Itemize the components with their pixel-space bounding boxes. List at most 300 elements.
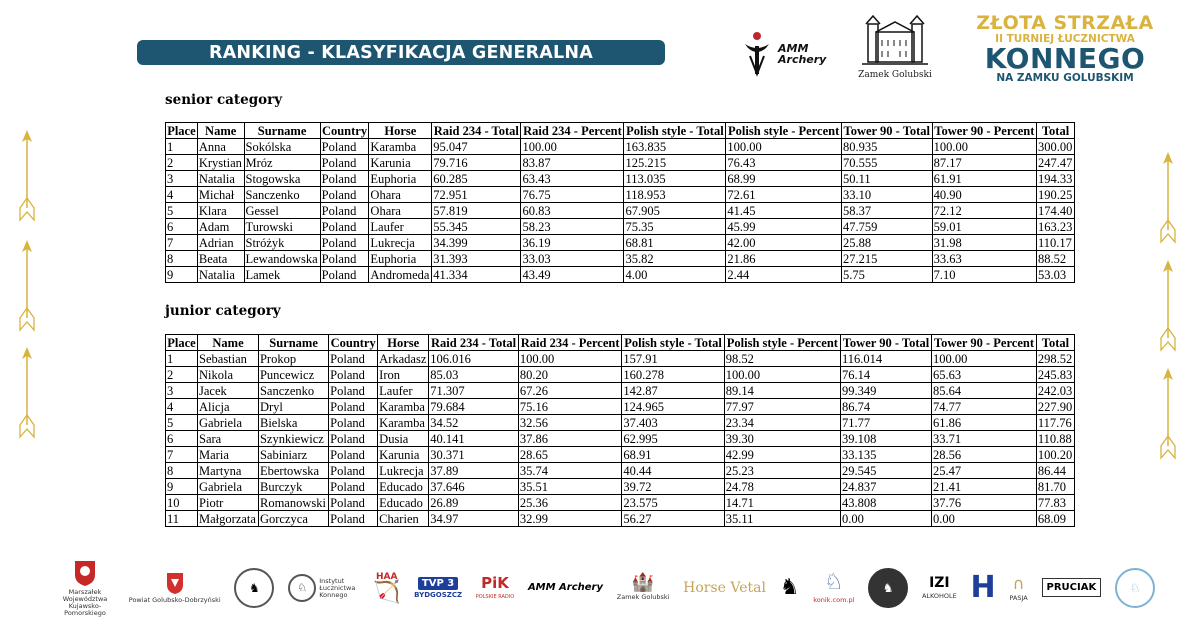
- table-cell: Gabriela: [198, 479, 259, 495]
- table-cell: 68.09: [1036, 511, 1074, 527]
- table-cell: 67.26: [518, 383, 622, 399]
- table-cell: 58.37: [841, 203, 932, 219]
- senior-category-title: senior category: [165, 92, 283, 108]
- table-cell: 106.016: [429, 351, 519, 367]
- table-cell: 98.52: [724, 351, 840, 367]
- table-row: [166, 267, 1075, 283]
- table-cell: 174.40: [1037, 203, 1075, 219]
- table-cell: Dusia: [378, 431, 429, 447]
- table-cell: 35.74: [518, 463, 622, 479]
- table-cell: Sebastian: [198, 351, 259, 367]
- table-cell: Sara: [198, 431, 259, 447]
- table-cell: 56.27: [622, 511, 724, 527]
- table-cell: Natalia: [197, 171, 244, 187]
- table-cell: Poland: [329, 367, 378, 383]
- table-cell: Poland: [320, 235, 369, 251]
- table-cell: 32.56: [518, 415, 622, 431]
- table-cell: Prokop: [258, 351, 328, 367]
- table-cell: 7: [166, 447, 198, 463]
- table-cell: 79.684: [429, 399, 519, 415]
- table-cell: 77.97: [724, 399, 840, 415]
- table-cell: 100.00: [724, 367, 840, 383]
- table-cell: 100.00: [518, 351, 622, 367]
- table-cell: Karamba: [378, 415, 429, 431]
- table-row: [166, 415, 1075, 431]
- table-cell: Lukrecja: [369, 235, 432, 251]
- table-cell: 9: [166, 267, 198, 283]
- sponsor-izi-caption: ALKOHOLE: [921, 592, 957, 600]
- table-cell: 68.91: [622, 447, 724, 463]
- page-banner-title: RANKING - KLASYFIKACJA GENERALNA: [137, 40, 665, 65]
- table-cell: 34.52: [429, 415, 519, 431]
- table-cell: Sabiniarz: [258, 447, 328, 463]
- sponsor-tvp3: [414, 577, 462, 599]
- table-cell: 72.951: [432, 187, 521, 203]
- table-cell: Krystian: [197, 155, 244, 171]
- table-cell: 88.52: [1037, 251, 1075, 267]
- zs-konnego: KONNEGO: [984, 41, 1146, 75]
- table-cell: 300.00: [1037, 139, 1075, 155]
- table-cell: 31.98: [932, 235, 1036, 251]
- table-cell: 163.835: [624, 139, 726, 155]
- table-cell: 23.575: [622, 495, 724, 511]
- table-cell: Dryl: [258, 399, 328, 415]
- table-cell: 28.65: [518, 447, 622, 463]
- table-cell: 40.90: [932, 187, 1036, 203]
- table-cell: 116.014: [840, 351, 931, 367]
- table-cell: 68.99: [726, 171, 842, 187]
- table-cell: 37.403: [622, 415, 724, 431]
- table-cell: Lewandowska: [244, 251, 320, 267]
- table-cell: Beata: [197, 251, 244, 267]
- sponsor-pik-caption: POLSKIE RADIO: [475, 594, 515, 600]
- column-header: Country: [330, 335, 376, 350]
- table-cell: Małgorzata: [198, 511, 259, 527]
- table-cell: 190.25: [1037, 187, 1075, 203]
- sponsor-wojewodztwo: [55, 559, 115, 617]
- gold-arrow-icon: [17, 238, 37, 333]
- table-cell: 41.334: [432, 267, 521, 283]
- coat-of-arms-icon: [165, 571, 185, 595]
- sponsor-konik-caption: konik.com.pl: [813, 596, 855, 604]
- sponsor-pik: [476, 574, 514, 601]
- table-cell: 99.349: [840, 383, 931, 399]
- table-cell: 34.399: [432, 235, 521, 251]
- table-cell: 43.49: [521, 267, 624, 283]
- amm-logo-line1: AMM: [778, 42, 809, 55]
- table-cell: 35.51: [518, 479, 622, 495]
- table-cell: 75.16: [518, 399, 622, 415]
- table-cell: 57.819: [432, 203, 521, 219]
- table-cell: 67.905: [624, 203, 726, 219]
- table-row: [166, 431, 1075, 447]
- table-cell: 62.995: [622, 431, 724, 447]
- table-cell: 11: [166, 511, 198, 527]
- table-cell: 245.83: [1036, 367, 1074, 383]
- table-cell: 10: [166, 495, 198, 511]
- table-cell: Poland: [329, 511, 378, 527]
- sponsor-husqvarna: [971, 570, 996, 605]
- table-cell: Klara: [197, 203, 244, 219]
- table-cell: 2: [166, 155, 198, 171]
- table-cell: 79.716: [432, 155, 521, 171]
- table-cell: 76.43: [726, 155, 842, 171]
- sponsor-horse-club: [234, 568, 274, 608]
- table-cell: Anna: [197, 139, 244, 155]
- table-cell: 95.047: [432, 139, 521, 155]
- table-cell: 28.56: [932, 447, 1037, 463]
- table-cell: 8: [166, 251, 198, 267]
- table-row: [166, 171, 1075, 187]
- sponsor-powiat: [129, 571, 221, 604]
- table-cell: 60.83: [521, 203, 624, 219]
- sponsor-pasja-caption: PASJA: [1009, 593, 1028, 602]
- table-cell: 6: [166, 431, 198, 447]
- table-cell: 80.935: [841, 139, 932, 155]
- sponsor-izi: [922, 575, 957, 600]
- table-cell: 100.00: [521, 139, 624, 155]
- table-cell: Poland: [320, 155, 369, 171]
- table-cell: Ebertowska: [258, 463, 328, 479]
- sponsor-izi-label: IZI: [929, 575, 950, 591]
- sponsors-bar: [55, 560, 1155, 615]
- table-cell: Adrian: [197, 235, 244, 251]
- table-cell: 157.91: [622, 351, 724, 367]
- table-cell: Poland: [329, 447, 378, 463]
- column-header: Total: [1037, 123, 1075, 139]
- table-cell: 39.108: [840, 431, 931, 447]
- column-header: Polish style - Percent: [724, 335, 840, 351]
- table-cell: Maria: [198, 447, 259, 463]
- table-cell: Mróz: [244, 155, 320, 171]
- table-cell: 24.837: [840, 479, 931, 495]
- table-cell: Ohara: [369, 187, 432, 203]
- table-cell: 242.03: [1036, 383, 1074, 399]
- column-header: Tower 90 - Percent: [932, 123, 1036, 139]
- horse-rider-icon: ♞: [234, 568, 274, 608]
- table-row: [166, 219, 1075, 235]
- table-cell: 33.71: [932, 431, 1037, 447]
- table-cell: 124.965: [622, 399, 724, 415]
- sponsor-instytut: [288, 574, 359, 602]
- table-header-row: [166, 335, 1075, 351]
- castle-icon: [862, 14, 928, 70]
- column-header: Tower 90 - Percent: [932, 335, 1037, 351]
- table-cell: 37.86: [518, 431, 622, 447]
- table-cell: 39.72: [622, 479, 724, 495]
- table-cell: Karamba: [369, 139, 432, 155]
- table-row: [166, 447, 1075, 463]
- table-row: [166, 495, 1075, 511]
- table-cell: 27.215: [841, 251, 932, 267]
- table-cell: 50.11: [841, 171, 932, 187]
- table-cell: 6: [166, 219, 198, 235]
- column-header: Horse: [378, 335, 429, 351]
- table-cell: 247.47: [1037, 155, 1075, 171]
- table-cell: 31.393: [432, 251, 521, 267]
- sponsor-zamek: [617, 574, 670, 601]
- sponsor-horsevetal-label: Horse Vetal: [683, 579, 766, 596]
- table-cell: Laufer: [369, 219, 432, 235]
- table-cell: Sanczenko: [258, 383, 328, 399]
- table-cell: 85.03: [429, 367, 519, 383]
- table-cell: Poland: [320, 171, 369, 187]
- table-row: [166, 367, 1075, 383]
- table-cell: Poland: [320, 203, 369, 219]
- table-cell: 60.285: [432, 171, 521, 187]
- table-row: [166, 383, 1075, 399]
- table-cell: Poland: [329, 415, 378, 431]
- table-cell: Poland: [329, 383, 378, 399]
- table-cell: 100.00: [726, 139, 842, 155]
- sponsor-horsevetal: [683, 580, 766, 596]
- table-cell: Poland: [329, 399, 378, 415]
- table-cell: Alicja: [198, 399, 259, 415]
- column-header: Place: [167, 335, 196, 350]
- table-cell: 110.88: [1036, 431, 1074, 447]
- column-header: Place: [167, 123, 196, 138]
- table-cell: 26.89: [429, 495, 519, 511]
- sponsor-horse-badge: [868, 568, 908, 608]
- table-cell: Sokólska: [244, 139, 320, 155]
- table-cell: Poland: [329, 431, 378, 447]
- horse-archer-icon: 🏹: [373, 579, 401, 605]
- table-cell: 45.99: [726, 219, 842, 235]
- table-cell: 53.03: [1037, 267, 1075, 283]
- table-cell: Ohara: [369, 203, 432, 219]
- table-row: [166, 479, 1075, 495]
- table-cell: 77.83: [1036, 495, 1074, 511]
- table-cell: 4: [166, 187, 198, 203]
- table-cell: Iron: [378, 367, 429, 383]
- sponsor-pruciak: [1042, 578, 1102, 597]
- table-cell: Piotr: [198, 495, 259, 511]
- table-cell: 33.135: [840, 447, 931, 463]
- table-cell: 68.81: [624, 235, 726, 251]
- gold-arrow-icon: [1158, 258, 1178, 353]
- table-cell: 89.14: [724, 383, 840, 399]
- table-cell: Poland: [329, 463, 378, 479]
- table-cell: Romanowski: [258, 495, 328, 511]
- archer-mark-icon: [742, 30, 772, 78]
- column-header: Surname: [244, 123, 320, 139]
- table-cell: 24.78: [724, 479, 840, 495]
- zamek-golubski-logo: [850, 14, 940, 84]
- table-cell: 36.19: [521, 235, 624, 251]
- table-cell: 25.47: [932, 463, 1037, 479]
- table-cell: 25.36: [518, 495, 622, 511]
- table-cell: 72.12: [932, 203, 1036, 219]
- table-cell: 74.77: [932, 399, 1037, 415]
- horse-head-icon: ♘: [823, 570, 844, 595]
- table-cell: 110.17: [1037, 235, 1075, 251]
- table-cell: 14.71: [724, 495, 840, 511]
- table-row: [166, 399, 1075, 415]
- sponsor-pruciak-label: PRUCIAK: [1042, 578, 1102, 597]
- amm-logo-line2: Archery: [778, 53, 827, 66]
- table-cell: 5: [166, 415, 198, 431]
- sponsor-pasja: [1009, 574, 1027, 602]
- table-row: [166, 251, 1075, 267]
- table-cell: 1: [166, 139, 198, 155]
- horse-round-badge-icon: ♘: [1115, 568, 1155, 608]
- sponsor-round-badge: [1115, 568, 1155, 608]
- table-cell: Gessel: [244, 203, 320, 219]
- gold-arrow-icon: [1158, 366, 1178, 461]
- column-header: Raid 234 - Percent: [518, 335, 622, 351]
- table-row: [166, 351, 1075, 367]
- table-cell: 100.00: [932, 351, 1037, 367]
- table-row: [166, 155, 1075, 171]
- table-cell: 81.70: [1036, 479, 1074, 495]
- table-cell: Karunia: [378, 447, 429, 463]
- table-cell: 37.76: [932, 495, 1037, 511]
- table-cell: Educado: [378, 495, 429, 511]
- table-cell: 194.33: [1037, 171, 1075, 187]
- table-cell: 61.86: [932, 415, 1037, 431]
- sponsor-haa: [373, 572, 400, 604]
- table-cell: Charien: [378, 511, 429, 527]
- table-cell: 71.307: [429, 383, 519, 399]
- table-cell: Poland: [329, 479, 378, 495]
- table-cell: 7: [166, 235, 198, 251]
- table-cell: 33.63: [932, 251, 1036, 267]
- table-row: [166, 463, 1075, 479]
- coat-of-arms-icon: [73, 559, 97, 587]
- table-cell: Euphoria: [369, 171, 432, 187]
- sponsor-powiat-caption: Powiat Golubsko-Dobrzyński: [128, 596, 221, 604]
- table-cell: 32.99: [518, 511, 622, 527]
- zamek-golubski-caption: Zamek Golubski: [858, 70, 932, 80]
- table-cell: Lamek: [244, 267, 320, 283]
- horseshoe-icon: ∩: [1012, 573, 1025, 593]
- zs-subtitle: II TURNIEJ ŁUCZNICTWA: [995, 33, 1135, 45]
- table-cell: Poland: [320, 219, 369, 235]
- column-header: Country: [321, 123, 368, 138]
- sponsor-tvp-caption: BYDGOSZCZ: [414, 590, 463, 599]
- table-cell: Martyna: [198, 463, 259, 479]
- table-cell: 63.43: [521, 171, 624, 187]
- sponsor-amm-label: AMM Archery: [527, 582, 604, 593]
- horse-badge-icon: ♞: [868, 568, 908, 608]
- column-header: Polish style - Percent: [726, 123, 842, 139]
- table-cell: 47.759: [841, 219, 932, 235]
- table-cell: 227.90: [1036, 399, 1074, 415]
- sponsor-horse-emblem: [780, 575, 800, 600]
- amm-archery-logo: [742, 30, 834, 78]
- table-cell: Turowski: [244, 219, 320, 235]
- table-cell: Poland: [320, 267, 369, 283]
- table-cell: 76.14: [840, 367, 931, 383]
- table-cell: 75.35: [624, 219, 726, 235]
- table-cell: 61.91: [932, 171, 1036, 187]
- column-header: Tower 90 - Total: [841, 123, 932, 139]
- table-cell: 25.88: [841, 235, 932, 251]
- table-cell: 1: [166, 351, 198, 367]
- table-cell: 72.61: [726, 187, 842, 203]
- table-header-row: [166, 123, 1075, 139]
- table-cell: 34.97: [429, 511, 519, 527]
- table-cell: Educado: [378, 479, 429, 495]
- table-cell: Nikola: [198, 367, 259, 383]
- table-cell: 42.99: [724, 447, 840, 463]
- table-cell: Laufer: [378, 383, 429, 399]
- zlota-strzala-logo: [965, 14, 1165, 82]
- sponsor-tvp-label: TVP 3: [418, 577, 458, 590]
- table-cell: 58.23: [521, 219, 624, 235]
- table-cell: 113.035: [624, 171, 726, 187]
- gold-arrow-icon: [17, 345, 37, 440]
- table-cell: 5: [166, 203, 198, 219]
- table-cell: Michał: [197, 187, 244, 203]
- table-cell: 83.87: [521, 155, 624, 171]
- table-cell: 4: [166, 399, 198, 415]
- table-cell: Burczyk: [258, 479, 328, 495]
- sponsor-amm-archery: [528, 582, 603, 593]
- sponsor-wojewodztwo-caption: Marszałek Województwa Kujawsko-Pomorskiego: [62, 587, 108, 617]
- table-cell: 65.63: [932, 367, 1037, 383]
- table-cell: 55.345: [432, 219, 521, 235]
- zs-location: NA ZAMKU GOLUBSKIM: [996, 71, 1134, 84]
- table-cell: 40.141: [429, 431, 519, 447]
- table-cell: 86.44: [1036, 463, 1074, 479]
- table-cell: Poland: [329, 495, 378, 511]
- table-cell: 42.00: [726, 235, 842, 251]
- table-cell: 85.64: [932, 383, 1037, 399]
- table-cell: 59.01: [932, 219, 1036, 235]
- table-cell: Bielska: [258, 415, 328, 431]
- table-cell: 33.10: [841, 187, 932, 203]
- table-cell: 37.646: [429, 479, 519, 495]
- column-header: Name: [198, 335, 259, 351]
- table-cell: 21.41: [932, 479, 1037, 495]
- table-cell: Poland: [320, 187, 369, 203]
- table-cell: Sanczenko: [244, 187, 320, 203]
- table-row: [166, 235, 1075, 251]
- table-cell: Puncewicz: [258, 367, 328, 383]
- senior-ranking-table: [165, 122, 1075, 283]
- table-cell: 8: [166, 463, 198, 479]
- table-cell: Szynkiewicz: [258, 431, 328, 447]
- table-cell: 3: [166, 383, 198, 399]
- table-cell: Stróżyk: [244, 235, 320, 251]
- column-header: Horse: [369, 123, 432, 139]
- column-header: Polish style - Total: [624, 123, 726, 139]
- sponsor-zamek-caption: Zamek Golubski: [616, 593, 670, 601]
- sponsor-instytut-caption: Instytut Łucznictwa Konnego: [319, 577, 356, 599]
- table-cell: Andromeda: [369, 267, 432, 283]
- castle-icon: 🏰: [631, 572, 655, 593]
- table-cell: 125.215: [624, 155, 726, 171]
- table-cell: 7.10: [932, 267, 1036, 283]
- table-cell: 37.89: [429, 463, 519, 479]
- table-cell: Poland: [320, 139, 369, 155]
- table-cell: 76.75: [521, 187, 624, 203]
- junior-ranking-table: [165, 334, 1075, 527]
- table-cell: 117.76: [1036, 415, 1074, 431]
- column-header: Tower 90 - Total: [840, 335, 931, 351]
- table-cell: 163.23: [1037, 219, 1075, 235]
- table-cell: Karunia: [369, 155, 432, 171]
- table-cell: Gabriela: [198, 415, 259, 431]
- table-cell: Poland: [329, 351, 378, 367]
- table-row: [166, 511, 1075, 527]
- table-cell: 160.278: [622, 367, 724, 383]
- sponsor-pik-label: PiK: [481, 574, 509, 592]
- zs-title: ZŁOTA STRZAŁA: [976, 12, 1154, 34]
- column-header: Total: [1036, 335, 1074, 351]
- table-cell: Gorczyca: [258, 511, 328, 527]
